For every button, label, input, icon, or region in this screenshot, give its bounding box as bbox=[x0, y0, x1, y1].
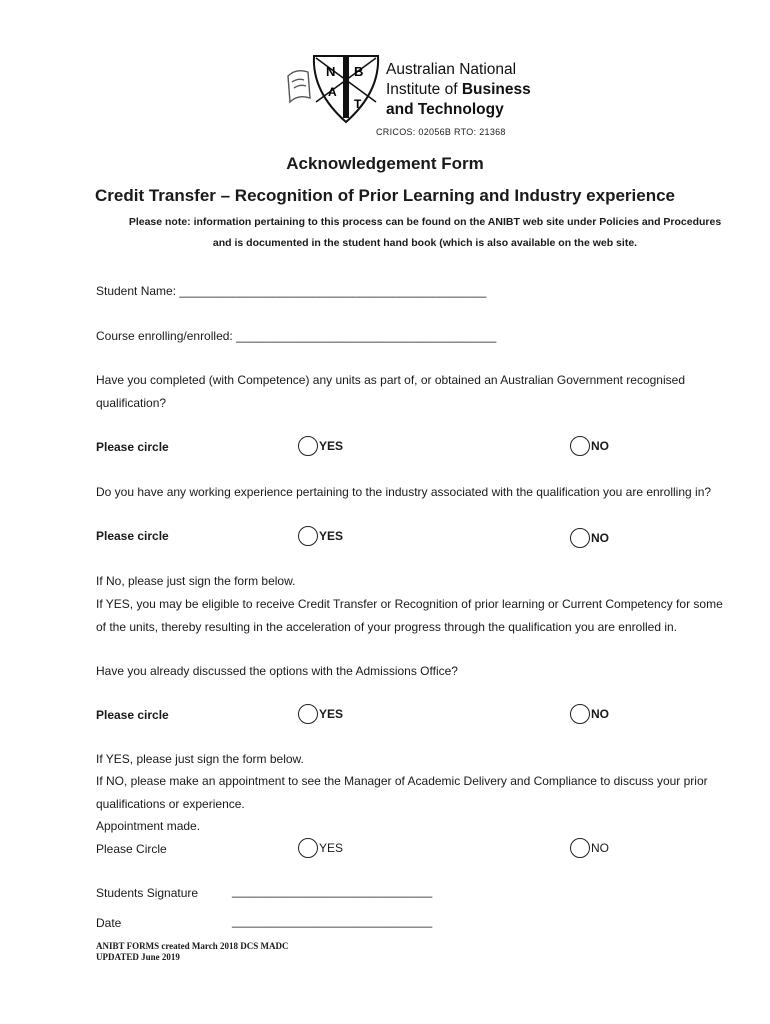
course-field[interactable]: Course enrolling/enrolled: _______________________________________ bbox=[96, 329, 497, 343]
footer-created: ANIBT FORMS created March 2018 DCS MADC bbox=[96, 941, 289, 951]
circle-icon bbox=[298, 436, 318, 456]
student-name-field[interactable]: Student Name: ______________________________________________ bbox=[96, 284, 487, 298]
question-3: Have you already discussed the options with the Admissions Office? bbox=[96, 664, 458, 678]
circle-icon bbox=[570, 704, 590, 724]
form-title: Acknowledgement Form bbox=[286, 154, 484, 173]
q1-yes-option[interactable] bbox=[298, 436, 343, 456]
info-line-2: If YES, you may be eligible to receive Credit Transfer or Recognition of prior learning or Current Competency for some bbox=[96, 597, 723, 611]
q3-yes-option[interactable] bbox=[298, 704, 343, 724]
question-1-line-2: qualification? bbox=[96, 396, 167, 410]
logo-letter-n: N bbox=[326, 64, 336, 79]
please-circle-label-4: Please Circle bbox=[96, 842, 167, 856]
org-line-2-b: Business bbox=[461, 81, 531, 98]
logo-letter-t: T bbox=[354, 97, 362, 111]
circle-icon bbox=[298, 526, 318, 546]
circle-icon bbox=[570, 436, 590, 456]
scroll-icon bbox=[288, 71, 310, 102]
circle-icon bbox=[570, 838, 590, 858]
q1-no-option[interactable] bbox=[570, 436, 609, 456]
date-label: Date bbox=[96, 916, 122, 930]
q3-no-option[interactable] bbox=[570, 704, 609, 724]
circle-icon bbox=[298, 704, 318, 724]
org-line-2 bbox=[386, 80, 531, 100]
please-circle-label-2: Please circle bbox=[96, 529, 169, 543]
no-label: NO bbox=[591, 841, 609, 855]
please-circle-label-3: Please circle bbox=[96, 708, 169, 722]
please-circle-label-1: Please circle bbox=[96, 440, 169, 454]
info-line-6: qualifications or experience. bbox=[96, 797, 245, 811]
logo-letter-b: B bbox=[354, 64, 364, 79]
info-line-1: If No, please just sign the form below. bbox=[96, 574, 296, 588]
signature-label: Students Signature bbox=[96, 886, 199, 900]
note-line-2: and is documented in the student hand book (which is also available on the web site. bbox=[212, 237, 638, 249]
circle-icon bbox=[298, 838, 318, 858]
yes-label: YES bbox=[319, 439, 344, 453]
yes-label: YES bbox=[319, 841, 344, 855]
signature-field[interactable]: ______________________________ bbox=[232, 884, 433, 898]
org-line-3: and Technology bbox=[386, 101, 504, 118]
appointment-made-label: Appointment made. bbox=[96, 819, 201, 833]
form-subtitle: Credit Transfer – Recognition of Prior Learning and Industry experience bbox=[94, 186, 675, 205]
org-line-1: Australian National bbox=[386, 61, 517, 78]
cricos-code: CRICOS: 02056B RTO: 21368 bbox=[376, 127, 506, 137]
question-1-line-1: Have you completed (with Competence) any units as part of, or obtained an Australian Government recognised bbox=[96, 373, 685, 387]
logo-letter-a: A bbox=[328, 85, 337, 99]
info-line-3: of the units, thereby resulting in the acceleration of your progress through the qualification you are enrolled in. bbox=[96, 620, 678, 634]
no-label: NO bbox=[591, 439, 609, 453]
org-line-2-a: Institute of bbox=[386, 81, 462, 98]
q2-no-option[interactable] bbox=[570, 528, 609, 548]
yes-label: YES bbox=[319, 529, 344, 543]
appointment-yes-option[interactable] bbox=[298, 838, 343, 858]
q2-yes-option[interactable] bbox=[298, 526, 343, 546]
info-line-4: If YES, please just sign the form below. bbox=[96, 752, 304, 766]
date-field[interactable]: ______________________________ bbox=[232, 914, 433, 928]
info-line-5: If NO, please make an appointment to see the Manager of Academic Delivery and Compliance to discuss your prior bbox=[96, 774, 708, 788]
organisation-name bbox=[386, 60, 531, 120]
footer-updated: UPDATED June 2019 bbox=[96, 952, 180, 962]
yes-label: YES bbox=[319, 707, 344, 721]
no-label: NO bbox=[591, 531, 609, 545]
circle-icon bbox=[570, 528, 590, 548]
question-2: Do you have any working experience pertaining to the industry associated with the qualification you are enrolling in? bbox=[96, 485, 712, 499]
no-label: NO bbox=[591, 707, 609, 721]
note-line-1: Please note: information pertaining to this process can be found on the ANIBT web site under Policies and Procedures bbox=[128, 216, 722, 228]
appointment-no-option[interactable] bbox=[570, 838, 609, 858]
